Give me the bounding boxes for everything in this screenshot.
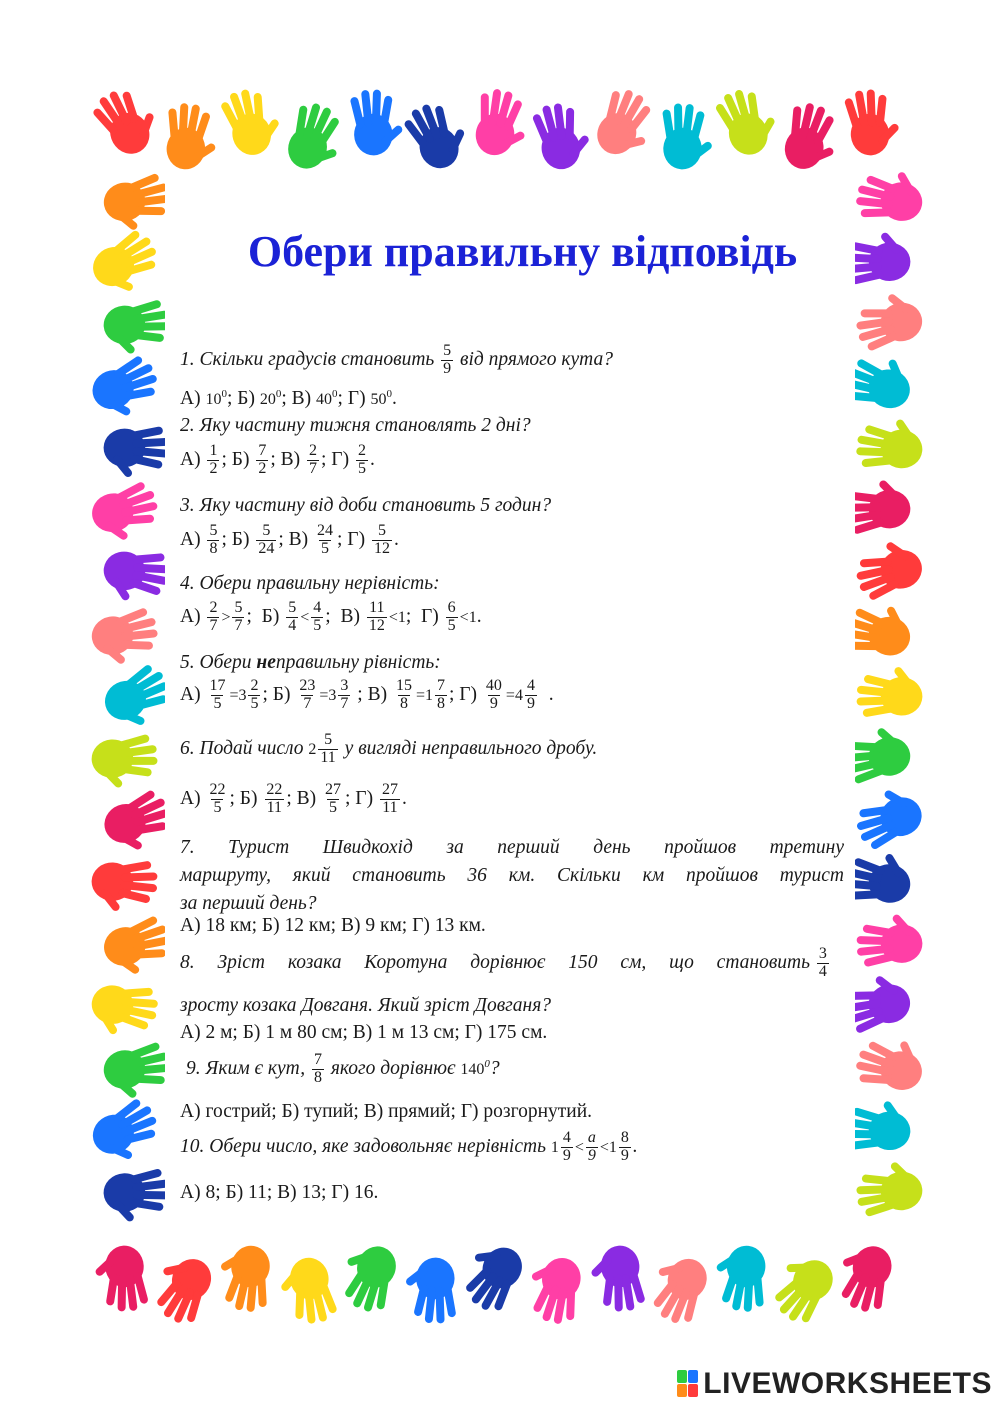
question-4: 4. Обери правильну нерівність: (180, 573, 440, 594)
question-10: 10. Обери число, яке задовольняє нерівність 1 $\frac{4}{9}$ < $\frac{a}{9}$ <1 $\frac{8}{9}$ . (180, 1129, 638, 1164)
answers-10: А) 8; Б) 11; В) 13; Г) 16. (180, 1182, 379, 1203)
answers-7: А) 18 км; Б) 12 км; В) 9 км; Г) 13 км. (180, 915, 486, 936)
answers-1: А) $10^0$; Б) $20^0$; В) $40^0$; Г) $50^0$. (180, 388, 397, 409)
question-1 (180, 343, 613, 378)
answers-5: А) $\frac{17}{5}$ =3 $\frac{2}{5}$ ; Б) $\frac{23}{7}$ =3 $\frac{3}{7}$ ; В) $\frac{15}{8}$ =1 $\frac{7}{8}$ ; Г) $\frac{40}{9}$ =4 $\frac{4}{9}$ . (180, 677, 554, 712)
question-8: 8. Зріст козака Коротуна дорівнює 150 см, що становить $\frac{3}{4}$ (180, 945, 827, 980)
question-1-text: 1. Скільки градусів становить (180, 348, 435, 370)
logo-text: LIVEWORKSHEETS (703, 1367, 992, 1400)
question-1-text-end: від прямого кута? (460, 348, 613, 370)
question-9: 9. Яким є кут, $\frac{7}{8}$ якого дорівнює $140^0$? (186, 1051, 500, 1086)
question-7: 7. Турист Швидкохід за перший день пройшов третину маршруту, який становить 36 км. Скільки км пройшов турист за перший день? (180, 837, 844, 914)
question-5: 5. Обери неправильну рівність: (180, 652, 441, 673)
answers-6: А) $\frac{22}{5}$ ; Б) $\frac{22}{11}$ ; В) $\frac{27}{5}$ ; Г) $\frac{27}{11}$ . (180, 781, 407, 816)
page-title: Обери правильну відповідь (247, 227, 798, 276)
answers-3: А) $\frac{5}{8}$ ; Б) $\frac{5}{24}$ ; В) $\frac{24}{5}$ ; Г) $\frac{5}{12}$ . (180, 522, 399, 557)
question-2: 2. Яку частину тижня становлять 2 дні? (180, 415, 531, 436)
answers-4: А) $\frac{2}{7}$ > $\frac{5}{7}$ ; Б) $\frac{5}{4}$ < $\frac{4}{5}$ ; В) $\frac{11}{12}$ <1; Г) $\frac{6}{5}$ <1. (180, 599, 482, 634)
question-6: 6. Подай число 2 $\frac{5}{11}$ у вигляді неправильного дробу. (180, 731, 598, 766)
fraction: $\frac{5}{9}$ (443, 342, 452, 377)
answers-9: А) гострий; Б) тупий; В) прямий; Г) розгорнутий. (180, 1101, 593, 1122)
question-8-line-2: зросту козака Довганя. Який зріст Довганя? (180, 995, 552, 1016)
answers-2: А) $\frac{1}{2}$ ; Б) $\frac{7}{2}$ ; В) $\frac{2}{7}$ ; Г) $\frac{2}{5}$ . (180, 442, 375, 477)
answers-8: А) 2 м; Б) 1 м 80 см; В) 1 м 13 см; Г) 175 см. (180, 1022, 548, 1043)
question-3: 3. Яку частину від доби становить 5 годин? (180, 495, 552, 516)
liveworksheets-logo[interactable] (677, 1367, 992, 1401)
hand-print-icon (92, 1150, 176, 1234)
logo-icon (677, 1370, 699, 1398)
hand-print-icon (848, 1148, 936, 1236)
